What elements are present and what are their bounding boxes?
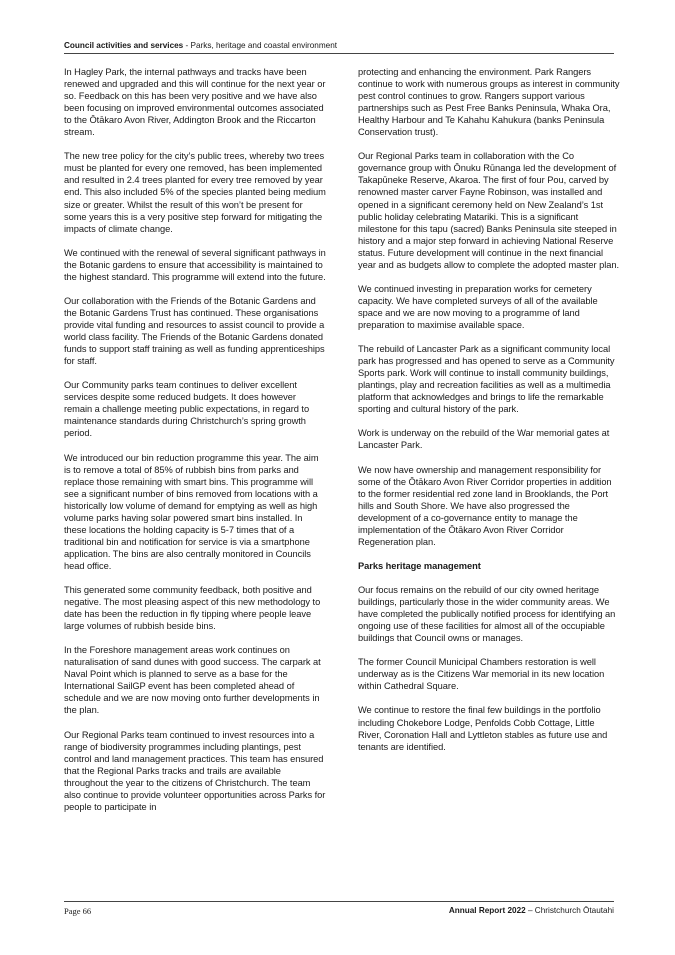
paragraph: Our Regional Parks team continued to invest resources into a range of biodiversity programmes including plantings, pest control and land management practices. This team has ensured that the Regional Parks tracks and trails are available throughout the year to the citizens of Christchurch. The team also continue to provide volunteer opportunities across Parks for people to participate in xyxy=(64,729,326,812)
paragraph: protecting and enhancing the environment. Park Rangers continue to work with numerous groups as interest in community pest control continues to grow. Rangers support various partnerships such as Pest Free Banks Peninsula, Whaka Ora, Healthy Harbour and Te Kahahu Kahukura (banks Peninsula Conservation trust). xyxy=(358,67,620,138)
paragraph: The rebuild of Lancaster Park as a significant community local park has progressed and has opened to serve as a Community Sports park. Work will continue to install community buildings, plantings, play and recreation facilities as well as a multimedia platform that acknowledges and brings to life the remarkable sporting and cultural history of the park. xyxy=(358,344,615,415)
paragraph: We now have ownership and management responsibility for some of the Ōtākaro Avon River Corridor properties in addition to the former residential red zone land in Brooklands, the Port hills and South Shore. We have also progressed the development of a co-governance entity to manage the implementation of the Ōtākaro Avon River Corridor Regeneration plan. xyxy=(358,464,612,547)
paragraph: Work is underway on the rebuild of the War memorial gates at Lancaster Park. xyxy=(358,428,610,451)
paragraph: The new tree policy for the city’s public trees, whereby two trees must be planted for every one removed, has been implemented and resulted in 2.4 trees planted for every tree removed by year end. This also included 5% of the species planted being medium size or greater. Whilst the result of this won’t be present for some years this is a very positive step forward for mitigating the impacts of climate change. xyxy=(64,151,326,234)
paragraph: The former Council Municipal Chambers restoration is well underway as is the Citizens War memorial in its new location within Cathedral Square. xyxy=(358,657,605,692)
header-section: Council activities and services xyxy=(64,41,184,50)
paragraph: We continue to restore the final few buildings in the portfolio including Chokebore Lodge, Penfolds Cobb Cottage, Little River, Coronation Hall and Lyttleton stables as future use and tenants are identified. xyxy=(358,705,608,752)
section-heading: Parks heritage management xyxy=(358,560,481,571)
paragraph: Our focus remains on the rebuild of our city owned heritage buildings, particularly those in the wider community areas. We have completed the publically notified process for identifying an ongoing use of these facilities for almost all of the occupiable buildings that Council owns or manages. xyxy=(358,585,616,644)
paragraph: We continued investing in preparation works for cemetery capacity. We have completed surveys of all of the available space and we are now moving to a programme of land preparation to maximise available space. xyxy=(358,283,598,330)
header-divider xyxy=(64,53,614,54)
footer-report: Annual Report 2022 xyxy=(448,906,526,915)
paragraph: Our collaboration with the Friends of the Botanic Gardens and the Botanic Gardens Trust has continued. These organisations provide vital funding and resources to assist council to provide a world class facility. The Friends of the Botanic Gardens donated funds to support staff training as well as funding apprenticeships for staff. xyxy=(64,295,325,367)
right-column xyxy=(358,66,620,765)
footer-report-title xyxy=(449,905,614,917)
paragraph: This generated some community feedback, both positive and negative. The most pleasing aspect of this new methodology to date has been the reduction in fly tipping where people leave large volumes of rubbish beside bins. xyxy=(64,585,321,632)
footer-divider xyxy=(64,901,614,902)
header-subsection: - Parks, heritage and coastal environment xyxy=(183,41,338,50)
paragraph: Our Community parks team continues to deliver excellent services despite some reduced budgets. It does however remain a challenge meeting public expectations, in regard to maintenance standards during Christchurch’s spring growth period. xyxy=(64,380,310,439)
paragraph: We introduced our bin reduction programme this year. The aim is to remove a total of 85% of rubbish bins from parks and replace those remaining with smart bins. This programme will see a significant number of bins removed from locations with a historically low volume of demand for emptying as well as high volume parks having solar powered smart bins installed. In these locations the holding capacity is 5-7 times that of a traditional bin and notification for service is via a smartphone application. The bins are also centrally monitored in Councils head office. xyxy=(64,452,319,571)
left-column xyxy=(64,66,326,825)
paragraph: We continued with the renewal of several significant pathways in the Botanic gardens to ensure that accessibility is maintained to the highest standard. This programme will extend into the future. xyxy=(64,247,326,282)
paragraph: Our Regional Parks team in collaboration with the Co governance group with Ōnuku Rūnanga led the development of Takapūneke Reserve, Akaroa. The first of four Pou, carved by renowned master carver Fayne Robinson, was installed and opened in a significant ceremony held on New Zealand’s 1st public holiday celebrating Matariki. This is a significant milestone for this tapu (sacred) Banks Peninsula site steeped in history and a major step forward in achieving National Reserve status. Future development will continue in the next financial year and as budgets allow to complete the adopted master plan. xyxy=(358,151,619,270)
page-number: Page 66 xyxy=(64,906,92,916)
paragraph: In the Foreshore management areas work continues on naturalisation of sand dunes with good success. The carpark at Naval Point which is planned to serve as a base for the International SailGP event has been completed ahead of schedule and we are now moving onto further developments in the plan. xyxy=(64,645,321,716)
footer-location: – Christchurch Ōtautahi xyxy=(525,906,614,915)
paragraph: In Hagley Park, the internal pathways and tracks have been renewed and upgraded and this will continue for the next year or so. Feedback on this has been very positive and we have also been focusing on improved environmental outcomes associated to the Ōtākaro Avon River, Addington Brook and the Riccarton stream. xyxy=(64,67,326,138)
running-header xyxy=(64,40,614,52)
